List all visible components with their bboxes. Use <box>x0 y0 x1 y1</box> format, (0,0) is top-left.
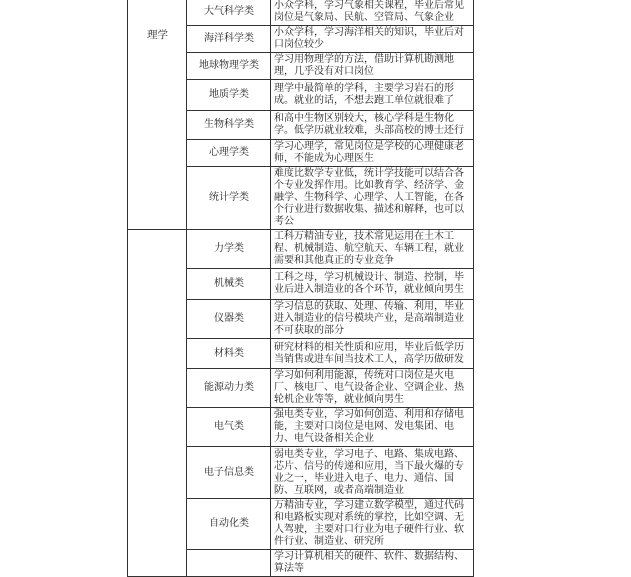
major-name: 力学类 <box>187 230 271 269</box>
major-name: 自动化类 <box>187 499 271 550</box>
major-description: 研究材料的相关性质和应用，毕业后低学历当销售或进车间当技术工人，高学历做研发 <box>271 339 474 369</box>
major-name: 心理学类 <box>187 140 271 167</box>
table-row <box>128 0 474 26</box>
major-name: 机械类 <box>187 269 271 300</box>
major-description: 学习计算机相关的硬件、软件、数据结构、算法等 <box>271 550 474 577</box>
major-description: 学习如何利用能源，传统对口岗位是火电厂、核电厂、电气设备企业、空调企业、热轮机企业等等，就业倾向男生 <box>271 369 474 408</box>
major-description: 小众学科，学习海洋相关的知识，毕业后对口岗位较少 <box>271 26 474 53</box>
major-name: 大气科学类 <box>187 0 271 26</box>
major-description: 难度比数学专业低，统计学技能可以结合各个专业发挥作用。比如教育学、经济学、金融学、生物科学、心理学、人工智能，在各个行业进行数据收集、描述和解释，也可以考公 <box>271 167 474 230</box>
group-label <box>128 230 187 577</box>
major-name: 仪器类 <box>187 300 271 339</box>
major-description: 工科之母，学习机械设计、制造、控制，毕业后进入制造业的各个环节，就业倾向男生 <box>271 269 474 300</box>
major-description: 万精油专业，学习建立数学模型，通过代码和电路板实现对系统的掌控，比如空调、无人驾驶，主要对口行业为电子硬件行业、软件行业、制造业、研究所 <box>271 499 474 550</box>
major-description: 学习心理学，常见岗位是学校的心理健康老师，不能成为心理医生 <box>271 140 474 167</box>
major-description: 和高中生物区别较大，核心学科是生物化学。低学历就业较难，头部高校的博士还行 <box>271 111 474 140</box>
group-label: 理学 <box>128 0 187 230</box>
major-description: 学习用物理学的方法，借助计算机勘测地理，几乎没有对口岗位 <box>271 53 474 80</box>
major-description: 小众学科，学习气象相关课程，毕业后常见岗位是气象局、民航、空管局、气象企业 <box>271 0 474 26</box>
table-row <box>128 230 474 269</box>
major-description: 学习信息的获取、处理、传输、利用，毕业进入制造业的信号模块产业，是高端制造业不可获取的部分 <box>271 300 474 339</box>
major-name <box>187 550 271 577</box>
major-name: 电气类 <box>187 408 271 447</box>
majors-table <box>127 0 474 577</box>
major-description: 理学中最简单的学科，主要学习岩石的形成。就业的话，不想去跑工单位就很难了 <box>271 80 474 111</box>
major-name: 生物科学类 <box>187 111 271 140</box>
major-name: 地球物理学类 <box>187 53 271 80</box>
major-name: 材料类 <box>187 339 271 369</box>
major-name: 海洋科学类 <box>187 26 271 53</box>
major-description: 工科万精油专业，技术常见运用在土木工程、机械制造、航空航天、车辆工程，就业需要和其他真正的专业竞争 <box>271 230 474 269</box>
major-description: 弱电类专业，学习电子、电路、集成电路、芯片、信号的传递和应用，当下最火爆的专业之一，毕业进入电子、电力、通信、国防、互联网，或者高端制造业 <box>271 447 474 499</box>
major-name: 能源动力类 <box>187 369 271 408</box>
major-name: 电子信息类 <box>187 447 271 499</box>
major-name: 地质学类 <box>187 80 271 111</box>
major-description: 强电类专业，学习如何创造、利用和存储电能，主要对口岗位是电网、发电集团、电力、电气设备相关企业 <box>271 408 474 447</box>
major-name: 统计学类 <box>187 167 271 230</box>
